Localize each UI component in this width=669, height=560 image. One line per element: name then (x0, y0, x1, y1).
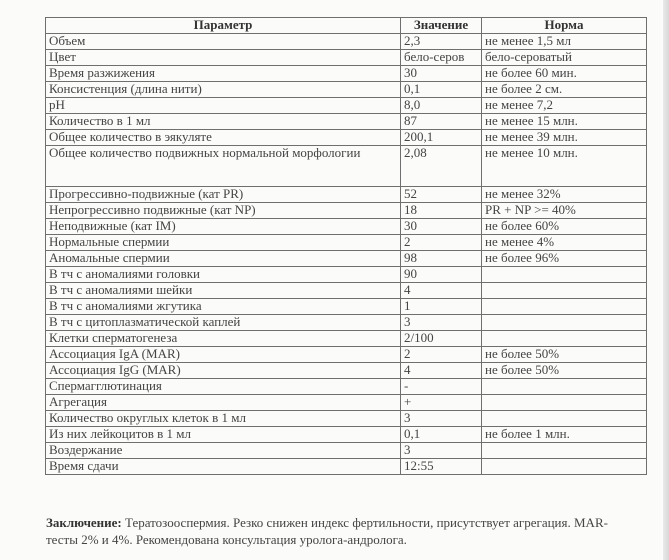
norm-cell (482, 331, 647, 347)
value-cell: 90 (401, 267, 482, 283)
table-row (46, 251, 647, 267)
table-row (46, 331, 647, 347)
value-cell: 30 (401, 219, 482, 235)
param-cell: Общее количество подвижных нормальной морфологии (46, 146, 401, 187)
param-cell: Аномальные спермии (46, 251, 401, 267)
norm-cell (482, 299, 647, 315)
param-cell: Агрегация (46, 395, 401, 411)
param-cell: Воздержание (46, 443, 401, 459)
param-cell: Количество в 1 мл (46, 114, 401, 130)
value-cell: 3 (401, 443, 482, 459)
param-cell: Консистенция (длина нити) (46, 82, 401, 98)
value-cell: - (401, 379, 482, 395)
table-row (46, 130, 647, 146)
conclusion-text: Тератозооспермия. Резко снижен индекс фертильности, присутствует агрегация. MAR-тесты 2% и 4%. Рекомендована консультация уролога-андролога. (46, 515, 608, 547)
param-cell: Время сдачи (46, 459, 401, 475)
param-cell: Ассоциация IgA (MAR) (46, 347, 401, 363)
table-row (46, 66, 647, 82)
param-cell: В тч с цитоплазматической каплей (46, 315, 401, 331)
value-cell: 2/100 (401, 331, 482, 347)
header-norm: Норма (482, 18, 647, 34)
param-cell: В тч с аномалиями головки (46, 267, 401, 283)
table-row (46, 459, 647, 475)
param-cell: Прогрессивно-подвижные (кат PR) (46, 187, 401, 203)
param-cell: Спермагглютинация (46, 379, 401, 395)
table-row (46, 443, 647, 459)
param-cell: Ассоциация IgG (MAR) (46, 363, 401, 379)
norm-cell: не менее 7,2 (482, 98, 647, 114)
value-cell: + (401, 395, 482, 411)
param-cell: Непрогрессивно подвижные (кат NP) (46, 203, 401, 219)
norm-cell: не более 1 млн. (482, 427, 647, 443)
param-cell: pH (46, 98, 401, 114)
norm-cell (482, 411, 647, 427)
param-cell: Количество округлых клеток в 1 мл (46, 411, 401, 427)
page-edge (663, 0, 669, 560)
param-cell: Общее количество в эякуляте (46, 130, 401, 146)
norm-cell: не менее 4% (482, 235, 647, 251)
param-cell: Нормальные спермии (46, 235, 401, 251)
table-header-row (46, 18, 647, 34)
value-cell: 2 (401, 347, 482, 363)
conclusion-label: Заключение: (46, 515, 122, 530)
value-cell: 0,1 (401, 82, 482, 98)
table-row (46, 146, 647, 187)
table-row (46, 114, 647, 130)
table-row (46, 235, 647, 251)
norm-cell: не более 50% (482, 347, 647, 363)
norm-cell: бело-сероватый (482, 50, 647, 66)
semen-analysis-table (45, 17, 647, 475)
table-row (46, 34, 647, 50)
norm-cell (482, 283, 647, 299)
param-cell: Неподвижные (кат IM) (46, 219, 401, 235)
param-cell: Клетки сперматогенеза (46, 331, 401, 347)
norm-cell (482, 267, 647, 283)
table-row (46, 267, 647, 283)
value-cell: 4 (401, 283, 482, 299)
header-value: Значение (401, 18, 482, 34)
table-row (46, 315, 647, 331)
param-cell: В тч с аномалиями жгутика (46, 299, 401, 315)
value-cell: 98 (401, 251, 482, 267)
table-row (46, 363, 647, 379)
table-row (46, 203, 647, 219)
value-cell: 3 (401, 315, 482, 331)
table-row (46, 283, 647, 299)
param-cell: Из них лейкоцитов в 1 мл (46, 427, 401, 443)
norm-cell (482, 443, 647, 459)
table-row (46, 98, 647, 114)
table-row (46, 219, 647, 235)
norm-cell: не более 96% (482, 251, 647, 267)
value-cell: 18 (401, 203, 482, 219)
value-cell: 1 (401, 299, 482, 315)
param-cell: В тч с аномалиями шейки (46, 283, 401, 299)
norm-cell (482, 379, 647, 395)
param-cell: Цвет (46, 50, 401, 66)
value-cell: бело-серов (401, 50, 482, 66)
param-cell: Время разжижения (46, 66, 401, 82)
norm-cell (482, 315, 647, 331)
value-cell: 0,1 (401, 427, 482, 443)
table-row (46, 50, 647, 66)
value-cell: 2 (401, 235, 482, 251)
table-row (46, 379, 647, 395)
value-cell: 30 (401, 66, 482, 82)
norm-cell (482, 459, 647, 475)
value-cell: 8,0 (401, 98, 482, 114)
value-cell: 2,3 (401, 34, 482, 50)
norm-cell: не более 50% (482, 363, 647, 379)
table-row (46, 82, 647, 98)
value-cell: 200,1 (401, 130, 482, 146)
value-cell: 87 (401, 114, 482, 130)
conclusion (46, 514, 636, 548)
table-row (46, 427, 647, 443)
norm-cell: не менее 10 млн. (482, 146, 647, 187)
header-parameter: Параметр (46, 18, 401, 34)
value-cell: 12:55 (401, 459, 482, 475)
norm-cell (482, 395, 647, 411)
norm-cell: не более 60 мин. (482, 66, 647, 82)
value-cell: 2,08 (401, 146, 482, 187)
norm-cell: не более 2 см. (482, 82, 647, 98)
norm-cell: PR + NP >= 40% (482, 203, 647, 219)
norm-cell: не менее 1,5 мл (482, 34, 647, 50)
norm-cell: не менее 32% (482, 187, 647, 203)
value-cell: 4 (401, 363, 482, 379)
norm-cell: не более 60% (482, 219, 647, 235)
value-cell: 3 (401, 411, 482, 427)
table-row (46, 187, 647, 203)
table-row (46, 347, 647, 363)
value-cell: 52 (401, 187, 482, 203)
norm-cell: не менее 39 млн. (482, 130, 647, 146)
param-cell: Объем (46, 34, 401, 50)
table-row (46, 411, 647, 427)
table-row (46, 395, 647, 411)
norm-cell: не менее 15 млн. (482, 114, 647, 130)
table-row (46, 299, 647, 315)
